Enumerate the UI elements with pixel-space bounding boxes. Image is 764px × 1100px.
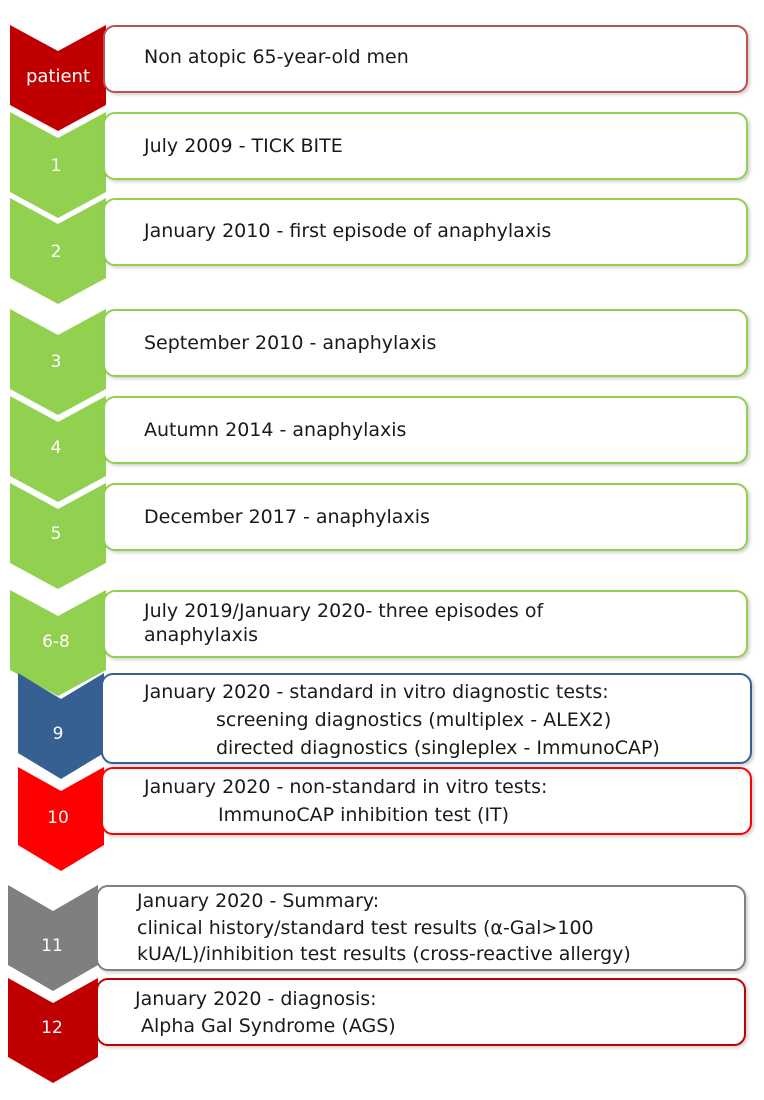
step-box-9 [101, 673, 752, 764]
step-text-6-8-2: anaphylaxis [144, 624, 259, 646]
step-text-10-1: January 2020 - non-standard in vitro tests: [144, 776, 548, 798]
step-box-3 [103, 309, 748, 377]
step-text-4-1: Autumn 2014 - anaphylaxis [144, 419, 407, 441]
step-label-9: 9 [52, 724, 64, 744]
step-text-1-1: July 2009 - TICK BITE [144, 135, 343, 157]
step-label-1: 1 [50, 156, 62, 176]
step-box-12 [96, 978, 746, 1046]
step-box-patient [103, 25, 748, 93]
step-text-11-1: January 2020 - Summary: [137, 890, 380, 912]
step-text-9-3: directed diagnostics (singleplex - ImmunoCAP) [216, 737, 660, 759]
step-text-patient-1: Non atopic 65-year-old men [144, 46, 409, 68]
step-box-11 [96, 885, 746, 971]
step-box-2 [103, 198, 748, 266]
step-box-6-8 [103, 590, 748, 658]
step-text-10-2: ImmunoCAP inhibition test (IT) [218, 804, 510, 826]
step-text-9-1: January 2020 - standard in vitro diagnostic tests: [144, 681, 609, 703]
step-label-10: 10 [47, 808, 69, 828]
step-text-6-8-1: July 2019/January 2020- three episodes of [144, 600, 544, 622]
step-text-5-1: December 2017 - anaphylaxis [144, 506, 430, 528]
step-text-3-1: September 2010 - anaphylaxis [144, 332, 437, 354]
step-text-12-2: Alpha Gal Syndrome (AGS) [141, 1015, 396, 1037]
step-label-11: 11 [41, 936, 63, 956]
step-label-2: 2 [50, 242, 62, 262]
step-box-4 [103, 396, 748, 464]
step-box-1 [103, 112, 748, 180]
step-label-12: 12 [41, 1018, 63, 1038]
step-label-5: 5 [50, 524, 62, 544]
step-text-11-3: kUA/L)/inhibition test results (cross-reactive allergy) [137, 943, 631, 965]
step-text-12-1: January 2020 - diagnosis: [135, 988, 377, 1010]
step-text-2-1: January 2010 - first episode of anaphylaxis [144, 220, 552, 242]
step-label-4: 4 [50, 438, 62, 458]
step-label-3: 3 [50, 352, 62, 372]
step-box-5 [103, 483, 748, 551]
step-box-10 [101, 767, 752, 835]
step-text-9-2: screening diagnostics (multiplex - ALEX2) [216, 709, 612, 731]
step-label-patient: patient [25, 66, 91, 87]
step-text-11-2: clinical history/standard test results (α-Gal>100 [137, 917, 594, 939]
step-label-6-8: 6-8 [42, 632, 70, 652]
